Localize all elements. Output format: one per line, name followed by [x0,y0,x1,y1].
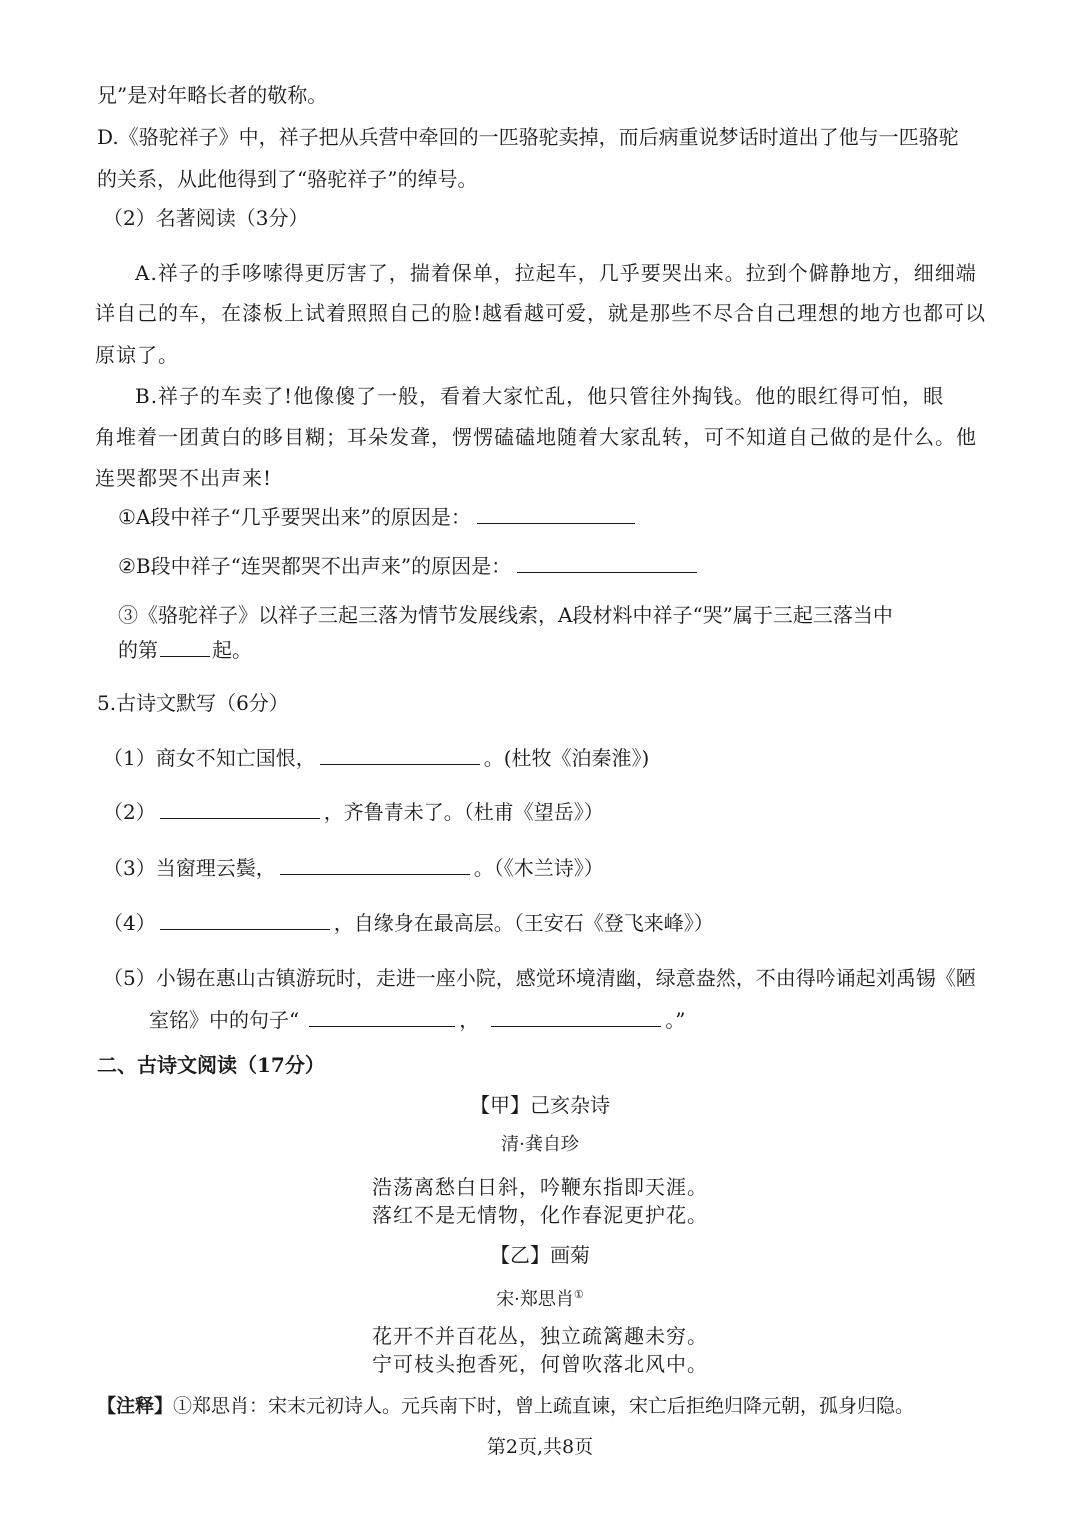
q5-item-5-line-2 [149,1005,685,1035]
answer-blank[interactable] [160,636,210,657]
q5-heading: 5.古诗文默写（6分） [97,691,289,715]
poem-a-title: 【甲】己亥杂诗 [470,1093,610,1117]
passage-a-line: 详自己的车，在漆板上试着照照自己的脸!越看越可爱，就是那些不尽合自己理想的地方也都可以 [95,301,987,325]
q5-item-5-line-1: （5）小锡在惠山古镇游玩时，走进一座小院，感觉环境清幽，绿意盎然，不由得吟诵起刘禹锡《陋 [103,966,976,990]
passage-b-line: 连哭都哭不出声来! [95,466,273,490]
q5-item-5-post: 。” [665,1008,686,1032]
passage-b-line: B.祥子的车卖了!他像傻了一般，看着大家忙乱，他只管往外掏钱。他的眼红得可怕，眼 [135,384,945,408]
q5-item-1-post: 。(杜牧《泊秦淮》) [483,746,650,770]
answer-blank[interactable] [160,909,330,930]
q5-item-3 [103,853,604,883]
q5-item-2-pre: （2） [103,800,156,824]
poem-b-author-name: 宋·郑思肖 [496,1289,574,1310]
option-d-line-1: D.《骆驼祥子》中，祥子把从兵营中牵回的一匹骆驼卖掉，而后病重说梦话时道出了他与一匹骆驼 [97,125,959,149]
q5-item-4-post: ，自缘身在最高层。（王安石《登飞来峰》） [333,911,714,935]
q2-sub1-text: ①A段中祥子“几乎要哭出来”的原因是： [118,505,471,529]
footnote-mark: ① [573,1288,584,1301]
q2-sub3-post: 起。 [212,638,252,662]
poem-a-author: 清·龚自珍 [501,1134,579,1155]
poem-b-line: 花开不并百花丛，独立疏篱趣未穷。 [372,1324,708,1348]
q5-item-5-mid: ， [459,1008,480,1032]
poem-a-line: 落红不是无情物，化作春泥更护花。 [372,1203,708,1227]
answer-blank[interactable] [517,552,697,573]
q5-item-4 [103,908,714,938]
poem-b-line: 宁可枝头抱香死，何曾吹落北风中。 [372,1352,708,1376]
answer-blank[interactable] [477,503,635,524]
q5-item-3-pre: （3）当窗理云鬓， [103,856,276,880]
q2-heading: （2）名著阅读（3分） [103,206,309,230]
q5-item-5-pre: 室铭》中的句子“ [149,1008,300,1032]
poem-b-title: 【乙】画菊 [490,1243,590,1267]
q5-item-4-pre: （4） [103,911,156,935]
q2-sub3-line-1: ③《骆驼祥子》以祥子三起三落为情节发展线索，A段材料中祥子“哭”属于三起三落当中 [118,603,893,627]
q2-sub1 [118,502,641,532]
answer-blank[interactable] [309,1006,455,1027]
poem-a-line: 浩荡离愁白日斜，吟鞭东指即天涯。 [372,1175,708,1199]
annotation [97,1391,914,1421]
q2-sub3-line-2 [118,635,252,665]
q2-sub2-text: ②B段中祥子“连哭都哭不出声来”的原因是： [118,554,512,578]
option-d-line-2: 的关系，从此他得到了“骆驼祥子”的绰号。 [97,167,478,191]
q2-sub3-pre: 的第 [118,638,158,662]
annotation-text: ①郑思肖：宋末元初诗人。元兵南下时，曾上疏直谏，宋亡后拒绝归降元朝，孤身归隐。 [173,1395,915,1417]
q5-item-3-post: 。（《木兰诗》） [473,856,604,880]
q5-item-1-pre: （1）商女不知亡国恨， [103,746,316,770]
passage-b-line: 角堆着一团黄白的眵目糊；耳朵发聋，愣愣磕磕地随着大家乱转，可不知道自己做的是什么。他 [95,425,977,449]
top-line-1: 兄”是对年略长者的敬称。 [97,83,328,107]
annotation-label: 【注释】 [97,1395,174,1417]
q2-sub2 [118,551,703,581]
q5-item-2-post: ，齐鲁青未了。（杜甫《望岳》） [323,800,604,824]
poem-b-author [0,1280,1080,1315]
section-2-heading: 二、古诗文阅读（17分） [97,1053,325,1077]
answer-blank[interactable] [280,854,470,875]
passage-a-line: A.祥子的手哆嗦得更厉害了，揣着保单，拉起车，几乎要哭出来。拉到个僻静地方，细细端 [135,261,977,285]
answer-blank[interactable] [160,798,320,819]
q5-item-1 [103,743,649,773]
page-number: 第2页,共8页 [486,1436,594,1458]
passage-a-line: 原谅了。 [95,343,179,367]
answer-blank[interactable] [320,744,480,765]
q5-item-2 [103,797,604,827]
answer-blank[interactable] [491,1006,661,1027]
